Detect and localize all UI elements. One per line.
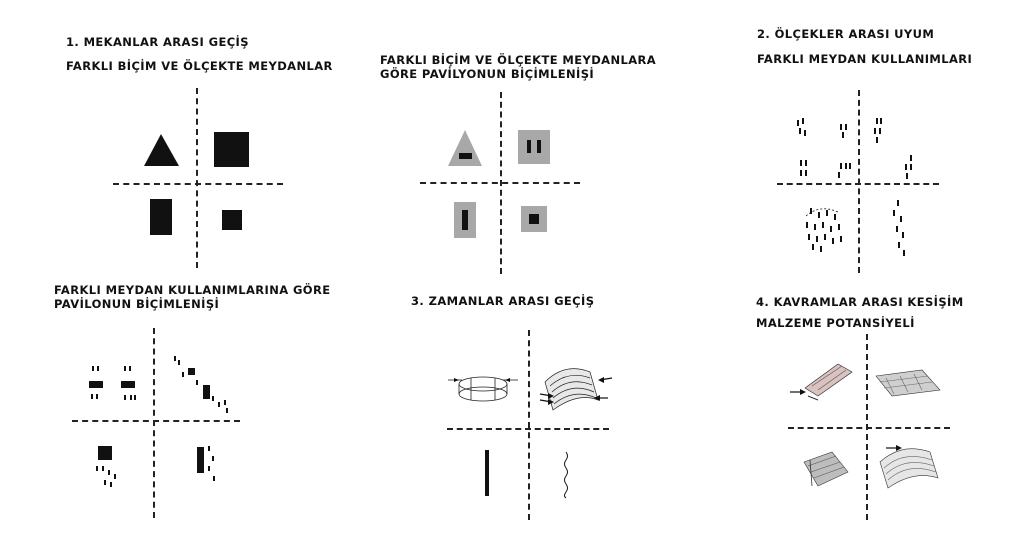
panel-3-subheading: FARKLI MEYDAN KULLANIMLARI xyxy=(757,52,973,66)
panel-3-heading: 2. ÖLÇEKLER ARASI UYUM xyxy=(757,27,935,41)
panel-6-heading: 4. KAVRAMLAR ARASI KESİŞİM xyxy=(756,295,964,309)
panel-1-subheading: FARKLI BİÇİM VE ÖLÇEKTE MEYDANLAR xyxy=(66,59,333,73)
panel-2-heading-line1: FARKLI BİÇİM VE ÖLÇEKTE MEYDANLARA xyxy=(380,53,657,67)
panel-4-heading-line1: FARKLI MEYDAN KULLANIMLARINA GÖRE xyxy=(54,283,331,297)
gray-structure-sketch xyxy=(876,370,940,396)
panel-5-heading: 3. ZAMANLAR ARASI GEÇİŞ xyxy=(411,294,595,308)
panel-4-heading-line2: PAVİLONUN BİÇİMLENİŞİ xyxy=(54,297,220,311)
pink-canopy-sketch xyxy=(790,364,852,400)
panel-1-heading: 1. MEKANLAR ARASI GEÇİŞ xyxy=(66,35,249,49)
stair-structure-sketch xyxy=(804,452,848,486)
panel-2-heading-line2: GÖRE PAVİLYONUN BİÇİMLENİŞİ xyxy=(380,67,595,81)
panel-6-subheading: MALZEME POTANSİYELİ xyxy=(756,316,915,330)
wave-canopy-sketch xyxy=(880,445,938,488)
